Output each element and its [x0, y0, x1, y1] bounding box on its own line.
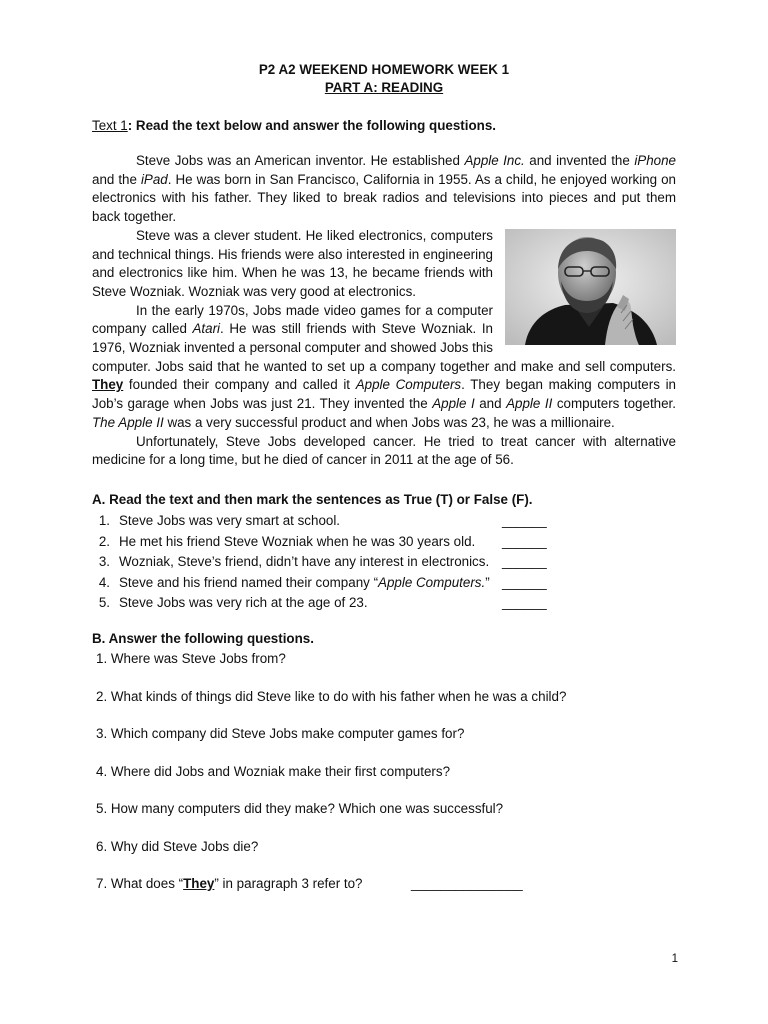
text-instruction	[92, 118, 496, 133]
paragraph-2: Steve was a clever student. He liked electronics, computers and technical things. His friends were also interested in engineering and electronics like him. When he was 13, he became friends with Steve Wozniak. Wozniak was very good at electronics.	[92, 227, 493, 299]
p3-text: founded their company and called it	[123, 377, 356, 393]
item-text: Wozniak, Steve’s friend, didn’t have any interest in electronics.	[119, 554, 490, 569]
p1-apple-inc: Apple Inc.	[464, 153, 525, 168]
list-item	[96, 594, 556, 615]
p3-they-highlight: They	[92, 377, 124, 393]
item-text-start: Steve and his friend named their company “	[119, 574, 379, 590]
p1-iphone: iPhone	[634, 153, 677, 168]
p3-text: . He was still friends with Steve Wozniak. In 1976, Wozniak invented a personal computer and showed Jobs this computer. Jobs said that he wanted to set up a company together and make and sell computers.	[92, 321, 676, 374]
item-text-company: Apple Computers.	[378, 574, 486, 590]
p1-text: and the	[92, 171, 141, 187]
question-7-text-end: ” in paragraph 3 refer to?	[214, 876, 363, 891]
p3-apple-i: Apple I	[432, 396, 475, 412]
p3-the-apple-ii: The Apple II	[92, 414, 164, 430]
p3-apple-ii: Apple II	[506, 396, 553, 412]
item-text: Steve Jobs was very smart at school.	[119, 513, 341, 528]
question-7-answer-line[interactable]: _______________	[411, 876, 523, 891]
answer-blank[interactable]: ______	[502, 513, 547, 528]
p3-text: computers together.	[552, 396, 676, 412]
item-text: Steve Jobs was very rich at the age of 23.	[119, 595, 368, 610]
steve-jobs-photo	[505, 229, 676, 345]
p3-text: In the early 1970s, Jobs made video games for a computer company called	[92, 302, 493, 337]
item-number: 4.	[98, 574, 110, 590]
p1-text: . He was born in San Francisco, California in 1955. As a child, he enjoyed working on electronics with his father. They liked to break radios and televisions into pieces and put them back together.	[92, 171, 676, 225]
section-a-heading: A. Read the text and then mark the sentences as True (T) or False (F).	[92, 492, 533, 507]
answer-blank[interactable]: ______	[502, 554, 547, 569]
p1-text: Steve Jobs was an American inventor. He established	[136, 153, 465, 168]
question-7	[96, 876, 363, 891]
item-number: 5.	[98, 595, 110, 610]
list-item	[96, 512, 556, 533]
page-number: 1	[671, 953, 678, 965]
paragraph-1	[92, 152, 676, 227]
question-5: 5. How many computers did they make? Which one was successful?	[96, 801, 504, 816]
list-item	[96, 533, 556, 554]
item-number: 2.	[98, 533, 110, 549]
reading-passage	[92, 152, 676, 470]
p3-text: was a very successful product and when Jobs was 23, he was a millionaire.	[163, 414, 615, 430]
section-b-heading: B. Answer the following questions.	[92, 631, 314, 646]
p3-text: and	[474, 396, 507, 412]
instruction-text: : Read the text below and answer the following questions.	[127, 118, 497, 133]
question-4: 4. Where did Jobs and Wozniak make their first computers?	[96, 764, 451, 779]
item-text	[119, 574, 490, 592]
page-title: P2 A2 WEEKEND HOMEWORK WEEK 1	[258, 62, 510, 77]
p3-atari: Atari	[192, 321, 221, 337]
question-1: 1. Where was Steve Jobs from?	[96, 651, 286, 666]
answer-blank[interactable]: ______	[502, 533, 547, 549]
question-3: 3. Which company did Steve Jobs make computer games for?	[96, 726, 465, 741]
page-subtitle: PART A: READING	[324, 80, 444, 95]
list-item	[96, 574, 556, 595]
p1-text: and invented the	[524, 153, 635, 168]
item-text-end: ”	[485, 574, 490, 590]
answer-blank[interactable]: ______	[502, 595, 547, 610]
item-text: He met his friend Steve Wozniak when he was 30 years old.	[119, 533, 476, 549]
paragraph-4: Unfortunately, Steve Jobs developed cancer. He tried to treat cancer with alternative medicine for a long time, but he died of cancer in 2011 at the age of 56.	[92, 433, 676, 468]
question-7-text: 7. What does “	[96, 876, 184, 891]
list-item	[96, 553, 556, 574]
p1-ipad: iPad	[140, 171, 168, 187]
item-number: 1.	[98, 513, 110, 528]
true-false-list	[96, 512, 556, 615]
item-number: 3.	[98, 554, 110, 569]
question-7-they: They	[183, 876, 215, 891]
p3-apple-computers: Apple Computers	[355, 377, 462, 393]
text-label: Text 1	[92, 118, 128, 133]
p3-text: . They began making computers in Job’s garage when Jobs was just 21. They invented the	[92, 377, 676, 412]
question-2: 2. What kinds of things did Steve like to do with his father when he was a child?	[96, 689, 567, 704]
question-6: 6. Why did Steve Jobs die?	[96, 839, 259, 854]
answer-blank[interactable]: ______	[502, 574, 547, 590]
